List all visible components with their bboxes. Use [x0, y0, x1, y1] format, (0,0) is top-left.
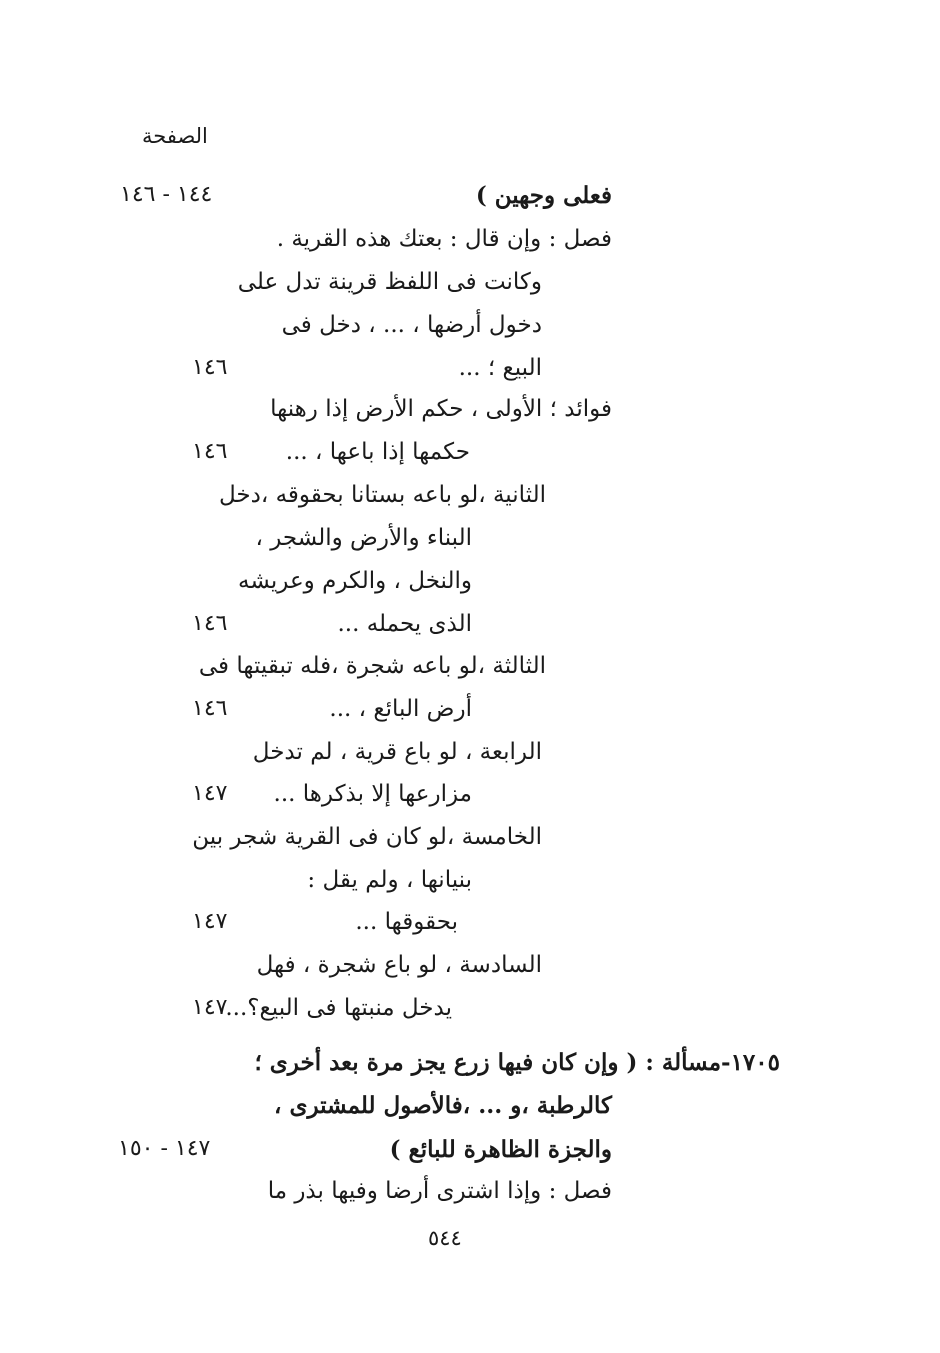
- index-entry-text: السادسة ، لو باع شجرة ، فهل: [256, 952, 542, 978]
- index-entry-pages: ١٤٦: [192, 696, 228, 721]
- index-entry-pages: ١٤٧ - ١٥٠: [118, 1136, 211, 1161]
- index-entry-pages: ١٤٤ - ١٤٦: [120, 182, 213, 207]
- page-column-header: الصفحة: [142, 124, 208, 148]
- index-entry-text: والنخل ، والكرم وعريشه: [238, 568, 472, 594]
- index-entry-heading: ١٧٠٥-مسألة : ( وإن كان فيها زرع يجز مرة بعد أخرى ؛: [254, 1049, 780, 1076]
- index-entry-text: مزارعها إلا بذكرها ...: [273, 781, 472, 807]
- page-number: ٥٤٤: [428, 1226, 462, 1250]
- index-entry-text: فوائد ؛ الأولى ، حكم الأرض إذا رهنها: [270, 396, 612, 422]
- index-entry-text: دخول أرضها ، ... ، دخل فى: [281, 312, 542, 338]
- index-entry-text: الخامسة ،لو كان فى القرية شجر بين: [192, 824, 542, 850]
- index-entry-text: بنيانها ، ولم يقل :: [307, 867, 472, 893]
- index-entry-text: فصل : وإن قال : بعتك هذه القرية .: [276, 226, 612, 252]
- index-entry-text: والجزة الظاهرة للبائع ): [389, 1136, 612, 1163]
- index-entry-text: الرابعة ، لو باع قرية ، لم تدخل: [252, 739, 542, 765]
- index-entry-text: كالرطبة ،و ... ،فالأصول للمشترى ،: [274, 1092, 612, 1119]
- index-entry-pages: ١٤٧: [192, 781, 228, 806]
- index-entry-text: الثالثة ،لو باعه شجرة ،فله تبقيتها فى: [198, 653, 546, 679]
- index-entry-text: البناء والأرض والشجر ،: [255, 525, 472, 551]
- index-entry-pages: ١٤٦: [192, 355, 228, 380]
- index-entry-text: الذى يحمله ...: [337, 611, 472, 637]
- index-entry-text: حكمها إذا باعها ، ...: [285, 439, 470, 465]
- index-entry-text: فعلى وجهين ): [475, 182, 612, 209]
- index-entry-text: فصل : وإذا اشترى أرضا وفيها بذر ما: [267, 1178, 612, 1204]
- index-entry-text: أرض البائع ، ...: [329, 696, 472, 722]
- index-entry-pages: ١٤٦: [192, 611, 228, 636]
- index-entry-pages: ١٤٦: [192, 439, 228, 464]
- index-entry-text: يدخل منبتها فى البيع؟...: [225, 995, 452, 1021]
- index-entry-text: البيع ؛ ...: [458, 355, 542, 381]
- index-entry-pages: ١٤٧: [192, 995, 228, 1020]
- index-entry-text: بحقوقها ...: [355, 909, 458, 935]
- index-entry-text: الثانية ،لو باعه بستانا بحقوقه ،دخل: [218, 482, 546, 508]
- index-entry-pages: ١٤٧: [192, 909, 228, 934]
- index-entry-text: وكانت فى اللفظ قرينة تدل على: [237, 269, 542, 295]
